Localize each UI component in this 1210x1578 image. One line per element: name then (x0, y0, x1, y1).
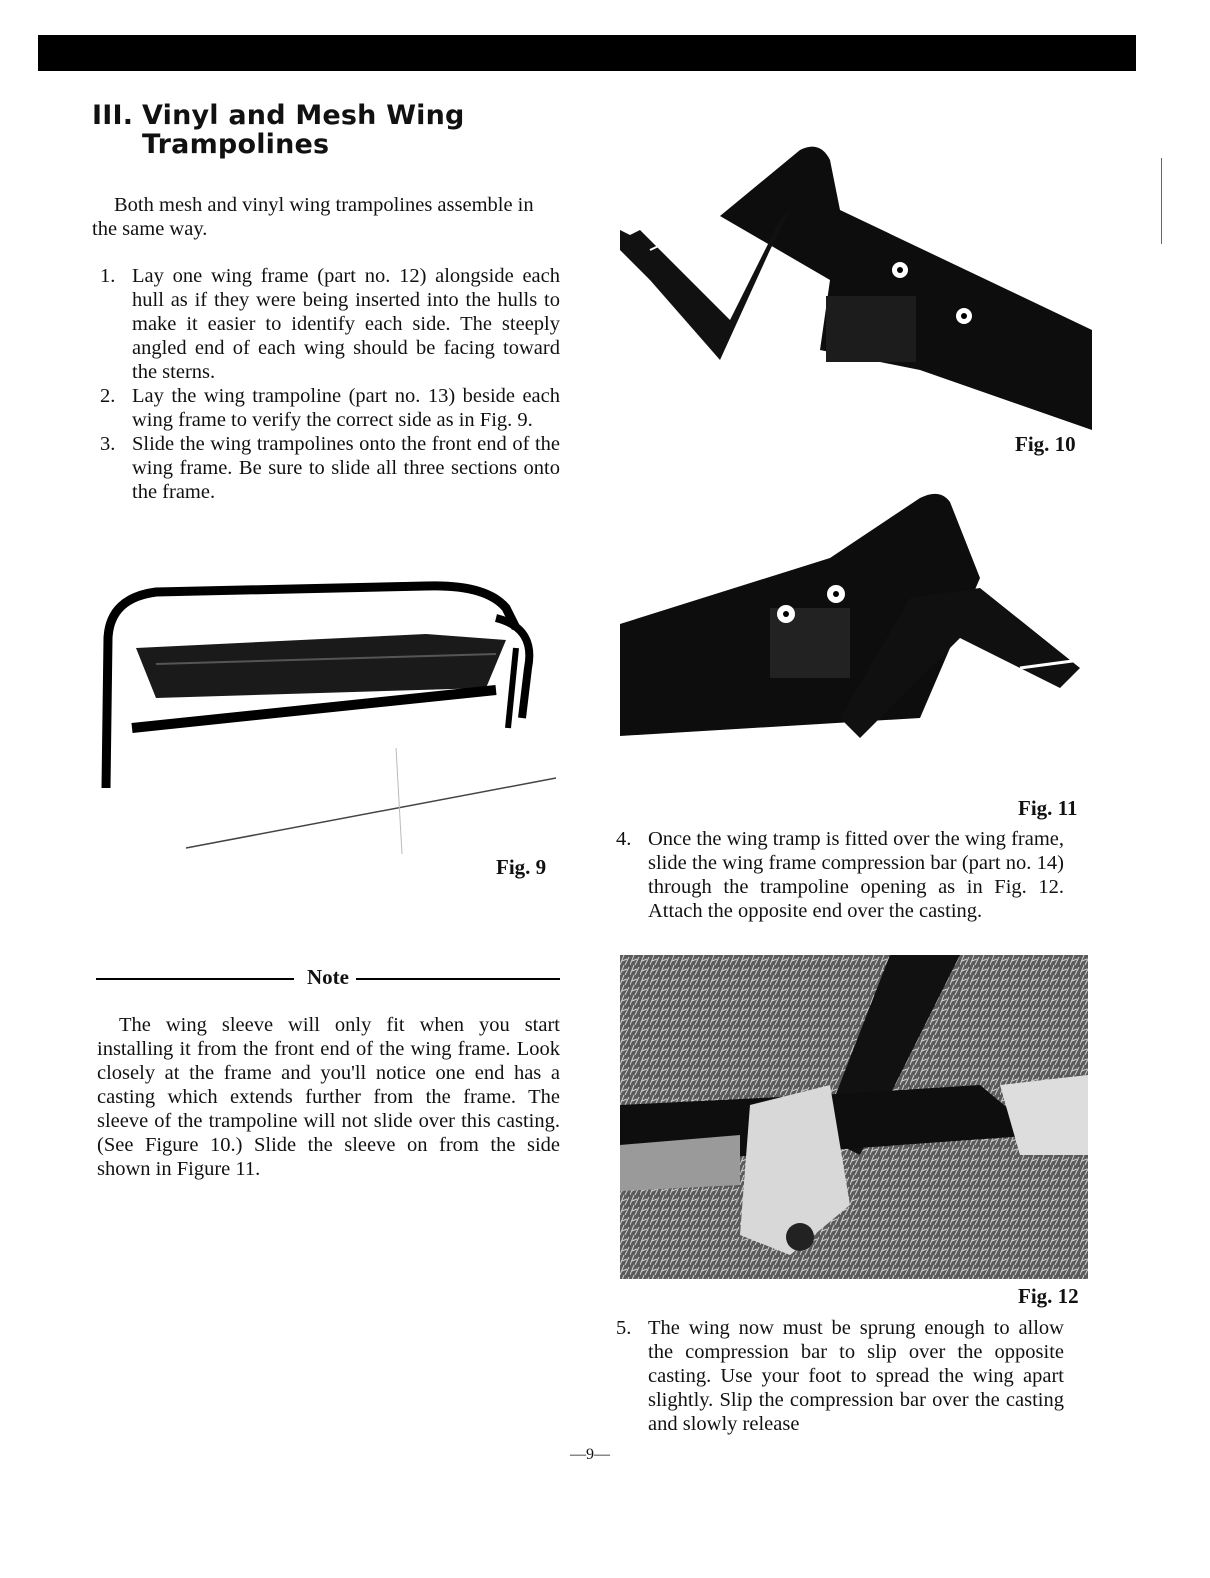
note-rule-left (96, 978, 294, 980)
steps-list-right-a (608, 827, 1064, 923)
step-number: 4. (616, 828, 632, 850)
figure-9-caption: Fig. 9 (496, 855, 547, 879)
figure-11-caption: Fig. 11 (1018, 796, 1078, 820)
list-item (92, 384, 560, 432)
note-label: Note (307, 965, 349, 989)
step-text: Slide the wing trampolines onto the front end of the wing frame. Be sure to slide all three sections onto the frame. (132, 433, 560, 503)
margin-mark (1161, 158, 1162, 244)
list-item (608, 827, 1064, 923)
list-item (92, 264, 560, 384)
step-number: 5. (616, 1317, 632, 1339)
section-title-line2: Trampolines (142, 129, 330, 160)
figure-10-caption: Fig. 10 (1015, 432, 1076, 456)
step-text: Once the wing tramp is fitted over the wing frame, slide the wing frame compression bar (part no. 14) through the trampoline opening as in Fig. 12. Attach the opposite end over the casting. (648, 828, 1064, 922)
figure-11-photo (620, 488, 1092, 760)
figure-12-photo (620, 955, 1088, 1279)
list-item (608, 1316, 1064, 1436)
step-text: Lay the wing trampoline (part no. 13) beside each wing frame to verify the correct side as in Fig. 9. (132, 385, 560, 431)
intro-paragraph: Both mesh and vinyl wing trampolines assemble in the same way. (92, 194, 534, 240)
section-title-line1: Vinyl and Mesh Wing (142, 100, 465, 131)
steps-list-right-b (608, 1316, 1064, 1436)
page-number: —9— (570, 1446, 610, 1463)
figure-10-photo (620, 140, 1092, 430)
header-bar (38, 35, 1136, 71)
section-number: III. (92, 100, 134, 131)
step-text: Lay one wing frame (part no. 12) alongside each hull as if they were being inserted into the hulls to make it easier to identify each side. The steeply angled end of each wing should be facing toward the sterns. (132, 265, 560, 383)
figure-12-caption: Fig. 12 (1018, 1284, 1079, 1308)
steps-list-left (92, 264, 560, 504)
step-number: 3. (100, 433, 116, 455)
list-item (92, 432, 560, 504)
note-rule-right (356, 978, 560, 980)
note-body: The wing sleeve will only fit when you start installing it from the front end of the wing frame. Look closely at the frame and you'll notice one end has a casting which extends further from the frame. The sleeve of the trampoline will not slide over this casting. (See Figure 10.) Slide the sleeve on from the side shown in Figure 11. (97, 1014, 560, 1180)
step-number: 2. (100, 385, 116, 407)
step-text: The wing now must be sprung enough to allow the compression bar to slip over the opposite casting. Use your foot to spread the wing apart slightly. Slip the compression bar over the casting and slowly release (648, 1317, 1064, 1435)
section-title (92, 101, 465, 159)
step-number: 1. (100, 265, 116, 287)
figure-9-photo (96, 578, 560, 854)
note-heading (96, 965, 560, 991)
